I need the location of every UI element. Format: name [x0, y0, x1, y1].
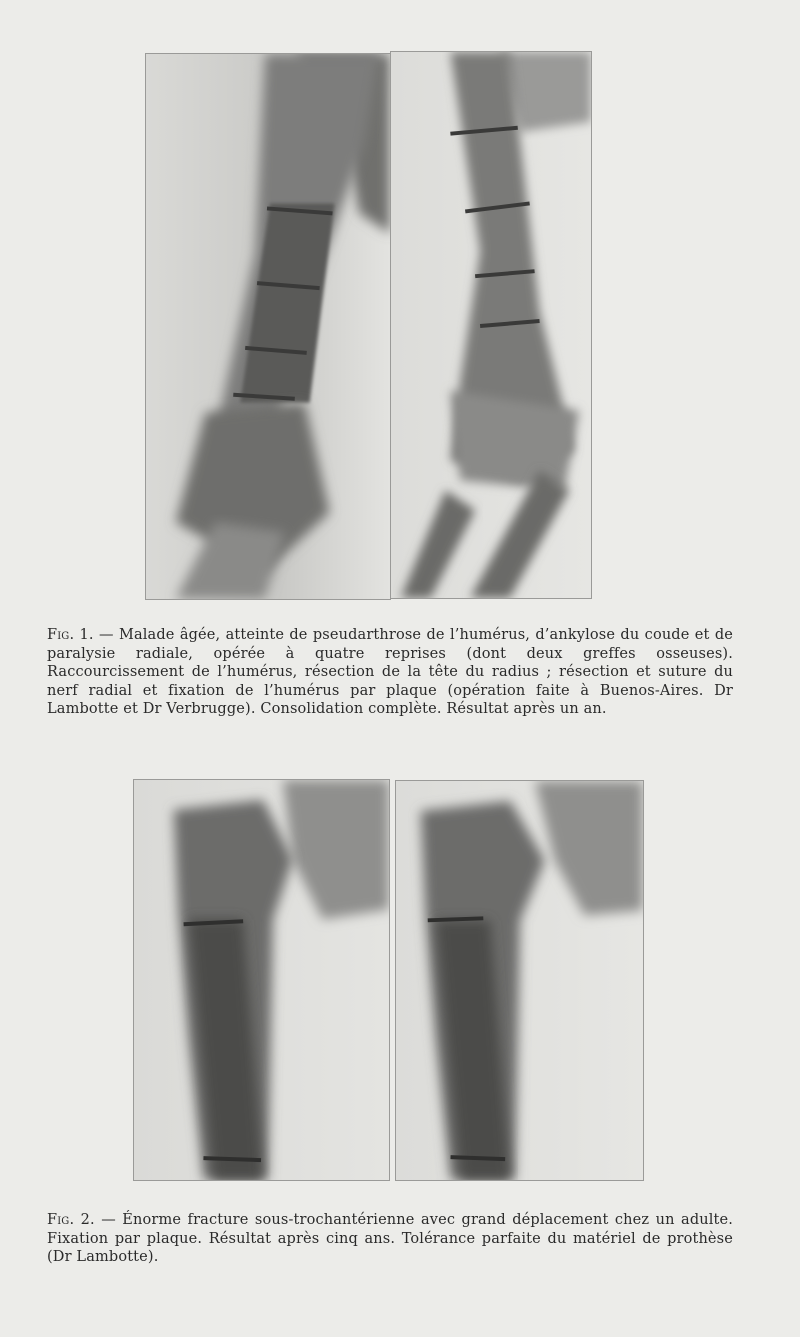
fig2-caption [47, 1211, 733, 1267]
fig2-xray-right [395, 780, 644, 1181]
fig2-label: Fig. 2. [47, 1212, 95, 1228]
fig2-caption-text: — Énorme fracture sous-trochantérienne avec grand déplacement chez un adulte. Fixation par plaque. Résultat après cinq ans. Tolérance parfaite du matériel de prothèse (Dr Lambotte). [47, 1212, 733, 1265]
fig1-caption [47, 626, 733, 719]
fig1-xray-right [390, 51, 592, 599]
fig1-xray-left [145, 53, 391, 600]
fig1-caption-text: — Malade âgée, atteinte de pseudarthrose de l’humérus, d’ankylose du coude et de paralysie radiale, opérée à quatre reprises (dont deux greffes osseuses). Raccourcissement de l’humérus, résection de la tête du radius ; résection et suture du nerf radial et fixation de l’humérus par plaque (opération faite à Buenos-Aires. Dr Lambotte et Dr Verbrugge). Consolidation complète. Résultat après un an. [47, 627, 733, 717]
fig1-label: Fig. 1. [47, 627, 94, 643]
fig2-xray-left [133, 779, 390, 1181]
